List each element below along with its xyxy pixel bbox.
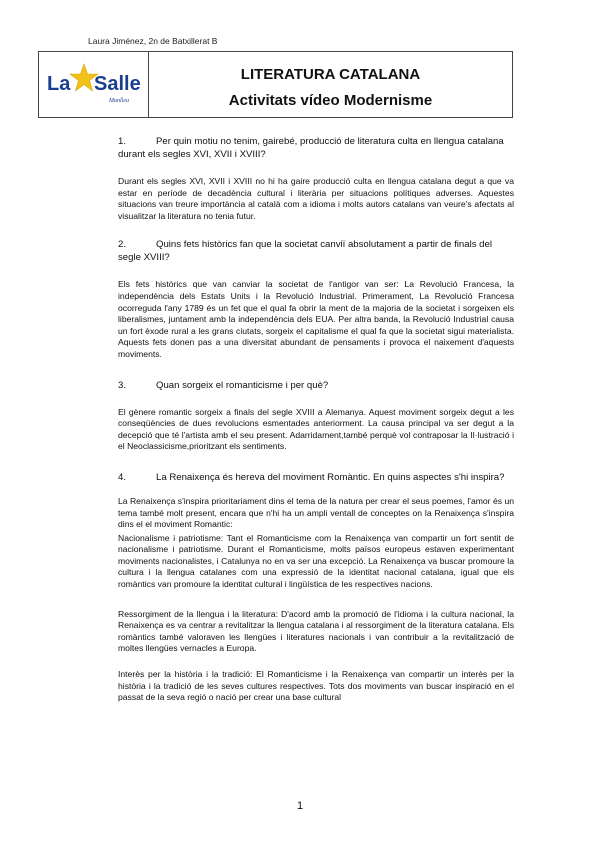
answer-4-llengua: Ressorgiment de la llengua i la literatura: D'acord amb la promoció de l'idioma i la cultura nacional, la Renaixença es va centrar a revitalitzar la llengua catalana i al ressorgiment de la literatura catalana. Els romàntics també valoraven les llengües i literatures nacionals i van contribuir a la revitalització de moltes llengües vernacles a Europa. — [118, 608, 514, 654]
logo-cell — [39, 52, 149, 117]
answer-4-intro: La Renaixença s'inspira prioritariament dins el tema de la natura per crear el seus poemes, l'amor és un tema també molt present, encara que n'hi ha un ampli ventall de conceptes on la Renaixença s'inspira dins el el moviment Romantic: — [118, 495, 514, 530]
question-3 — [118, 379, 514, 392]
question-number: 1. — [118, 136, 127, 147]
question-text: Quins fets històrics fan que la societat canviï absolutament a partir de finals del segle XVIII? — [118, 239, 492, 264]
answer-2: Els fets històrics que van canviar la societat de l'antigor van ser: La Revolució Francesa, la independència dels Estats Units i la Revolució Industrial. Primerament, La Revolució Francesa ocorreguda l'any 1789 és un fet que el qual fa obrir la ment de la majoria de la societat i sorgeixen els liberalismes, juntament amb la independència dels EUA. Per altra banda, la Revolució Industrial causa un fort èxode rural a les grans ciutats, sorgeix el capitalisme el qual fa que la societat sigui materialista. Aquests fets donen pas a una diversitat abundant de pensaments i provoca el naixement d'aquests moviments. — [118, 279, 514, 359]
title-cell — [149, 52, 512, 117]
answer-4-nacionalisme: Nacionalisme i patriotisme: Tant el Romanticisme com la Renaixença van compartir un fort sentit de nacionalisme i patriotisme. Durant el Romanticisme, molts països europeus estaven experimentant moviments nacionalistes, i Catalunya no en va ser una excepció. La Renaixença va buscar promoure la cultura i la llengua catalanes com una expressió de la identitat nacional catalana, igual que els romàntics van promoure la identitat cultural i lingüística de les respectives nacions. — [118, 532, 514, 590]
question-number: 4. — [118, 471, 127, 483]
answer-4-historia: Interès per la història i la tradició: El Romanticisme i la Renaixença van compartir un interès per la història i la tradició de les seves cultures respectives. Tots dos moviments van buscar inspiració en el passat de la seva regió o nació per crear una base cultural — [118, 669, 514, 703]
question-1 — [118, 135, 514, 161]
question-number: 2. — [118, 239, 127, 251]
question-number: 3. — [118, 379, 127, 391]
question-text: Quan sorgeix el romanticisme i per què? — [156, 379, 329, 391]
author-line: Laura Jiménez, 2n de Batxillerat B — [88, 36, 218, 46]
document-subtitle: Activitats vídeo Modernisme — [228, 92, 433, 109]
question-4 — [118, 471, 514, 484]
la-salle-logo — [47, 58, 143, 110]
logo-subtext: Manlleu — [109, 98, 129, 104]
document-header — [38, 51, 513, 118]
logo-la-text: La — [47, 73, 71, 95]
answer-3: El gènere romantic sorgeix a finals del segle XVIII a Alemanya. Aquest moviment sorgeix degut a les conseqüències de dues revolucions esmentades anteriorment. La causa principal va ser degut a la decepció que té l'artista amb el seu present. Adarridament,també perquè vol contraposar la Il·lustració i el Neoclassicisme,prioritzant els sentiments. — [118, 406, 514, 452]
question-text: La Renaixença és hereva del moviment Romàntic. En quins aspectes s'hi inspira? — [156, 471, 505, 483]
document-body — [118, 135, 514, 718]
question-text: Per quin motiu no tenim, gairebé, producció de literatura culta en llengua catalana durant els segles XVI, XVII i XVIII? — [118, 136, 504, 160]
question-2 — [118, 238, 514, 264]
page-number: 1 — [296, 800, 304, 812]
answer-1: Durant els segles XVI, XVII i XVIII no hi ha gaire producció culta en llengua catalana degut a que va estar en període de decadència cultural i literària per situacions polítiques adverses. Aquestes situacions van treure importància al català com a idioma i molts autors catalans van veure's afectats al visualitzar la literatura no tenia futur. — [118, 176, 514, 221]
document-title: LITERATURA CATALANA — [240, 66, 421, 83]
logo-salle-text: Salle — [94, 73, 141, 95]
